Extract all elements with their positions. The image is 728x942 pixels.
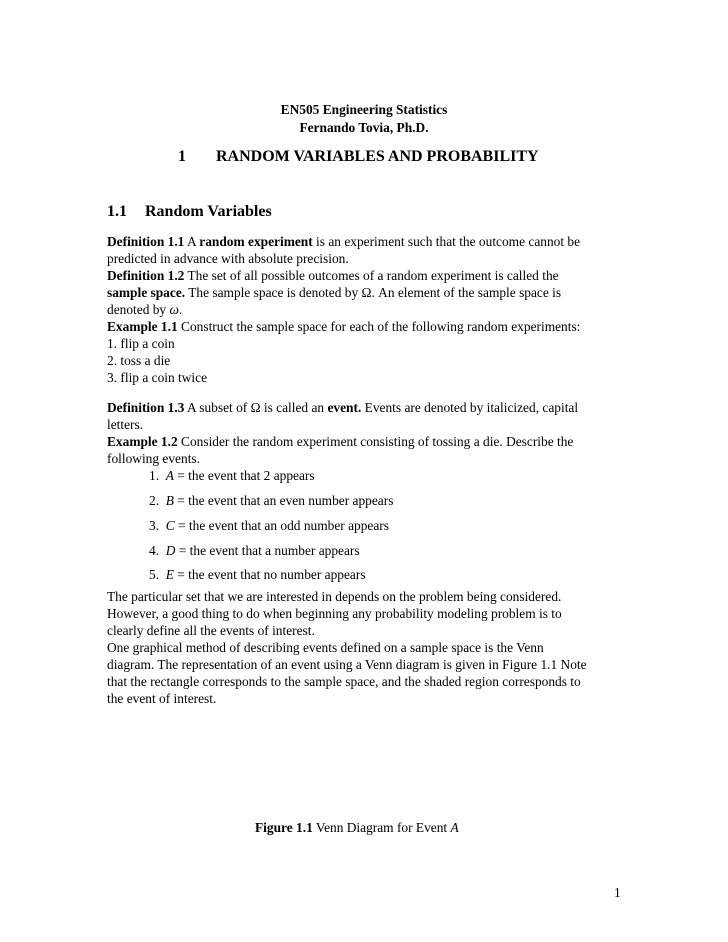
definition-1-1-line2: predicted in advance with absolute precision.	[107, 251, 349, 266]
definition-1-1	[107, 234, 580, 250]
text: A subset of Ω is called an	[184, 400, 328, 415]
section-number: 1.1	[107, 203, 127, 220]
author-name: Fernando Tovia, Ph.D.	[299, 120, 429, 135]
event-number: 4.	[149, 543, 160, 558]
text: Construct the sample space for each of the following random experiments:	[177, 319, 581, 334]
chapter-heading	[178, 148, 539, 166]
example-label: Example 1.2	[107, 434, 178, 449]
text: .	[178, 302, 183, 317]
chapter-title: RANDOM VARIABLES AND PROBABILITY	[216, 148, 539, 165]
paragraph-line: However, a good thing to do when beginning any probability modeling problem is to	[107, 606, 562, 621]
example-1-1	[107, 319, 580, 335]
term: event.	[327, 400, 362, 415]
definition-label: Definition 1.2	[107, 268, 185, 283]
section-heading	[107, 203, 272, 221]
event-item	[149, 468, 315, 484]
event-variable: C	[165, 518, 175, 533]
figure-caption	[255, 820, 459, 836]
text: denoted by	[107, 302, 170, 317]
definition-1-3-line2: letters.	[107, 417, 144, 432]
definition-1-3	[107, 400, 578, 416]
text: Consider the random experiment consisting of tossing a die. Describe the	[177, 434, 574, 449]
section-title: Random Variables	[145, 203, 272, 220]
chapter-number: 1	[178, 148, 186, 165]
event-description: = the event that no number appears	[173, 567, 366, 582]
list-item: 1. flip a coin	[107, 336, 175, 351]
omega-symbol: ω	[169, 302, 179, 317]
example-1-2	[107, 434, 573, 450]
figure-variable: A	[450, 820, 459, 835]
paragraph-line: that the rectangle corresponds to the sample space, and the shaded region corresponds to	[107, 674, 581, 689]
event-variable: D	[165, 543, 176, 558]
event-number: 2.	[149, 493, 160, 508]
example-1-2-line2: following events.	[107, 451, 200, 466]
definition-1-2	[107, 268, 559, 284]
event-description: = the event that an odd number appears	[174, 518, 389, 533]
event-variable: B	[165, 493, 174, 508]
definition-label: Definition 1.3	[107, 400, 185, 415]
event-variable: A	[165, 468, 174, 483]
text: Venn Diagram for Event	[312, 820, 451, 835]
list-item: 2. toss a die	[107, 353, 171, 368]
event-item	[149, 493, 393, 509]
figure-label: Figure 1.1	[255, 820, 313, 835]
paragraph-line: diagram. The representation of an event using a Venn diagram is given in Figure 1.1 Note	[107, 657, 587, 672]
event-number: 1.	[149, 468, 160, 483]
course-title: EN505 Engineering Statistics	[280, 102, 448, 117]
paragraph-line: The particular set that we are interested in depends on the problem being considered.	[107, 589, 562, 604]
text: Events are denoted by italicized, capital	[361, 400, 579, 415]
event-number: 3.	[149, 518, 160, 533]
page-number: 1	[614, 885, 621, 900]
text: is an experiment such that the outcome cannot be	[312, 234, 581, 249]
term: random experiment	[199, 234, 313, 249]
term: sample space.	[107, 285, 186, 300]
event-item	[149, 543, 360, 559]
event-description: = the event that 2 appears	[173, 468, 315, 483]
paragraph-line: One graphical method of describing events defined on a sample space is the Venn	[107, 640, 544, 655]
definition-1-2-line2	[107, 285, 561, 301]
text: A	[184, 234, 200, 249]
list-item: 3. flip a coin twice	[107, 370, 208, 385]
example-label: Example 1.1	[107, 319, 178, 334]
event-description: = the event that a number appears	[175, 543, 360, 558]
text: The set of all possible outcomes of a random experiment is called the	[184, 268, 559, 283]
event-item	[149, 518, 389, 534]
definition-1-2-line3	[107, 302, 182, 318]
event-description: = the event that an even number appears	[173, 493, 394, 508]
paragraph-line: the event of interest.	[107, 691, 217, 706]
paragraph-line: clearly define all the events of interest.	[107, 623, 315, 638]
text: The sample space is denoted by Ω. An element of the sample space is	[185, 285, 562, 300]
event-number: 5.	[149, 567, 160, 582]
event-item	[149, 567, 366, 583]
event-variable: E	[165, 567, 174, 582]
definition-label: Definition 1.1	[107, 234, 185, 249]
